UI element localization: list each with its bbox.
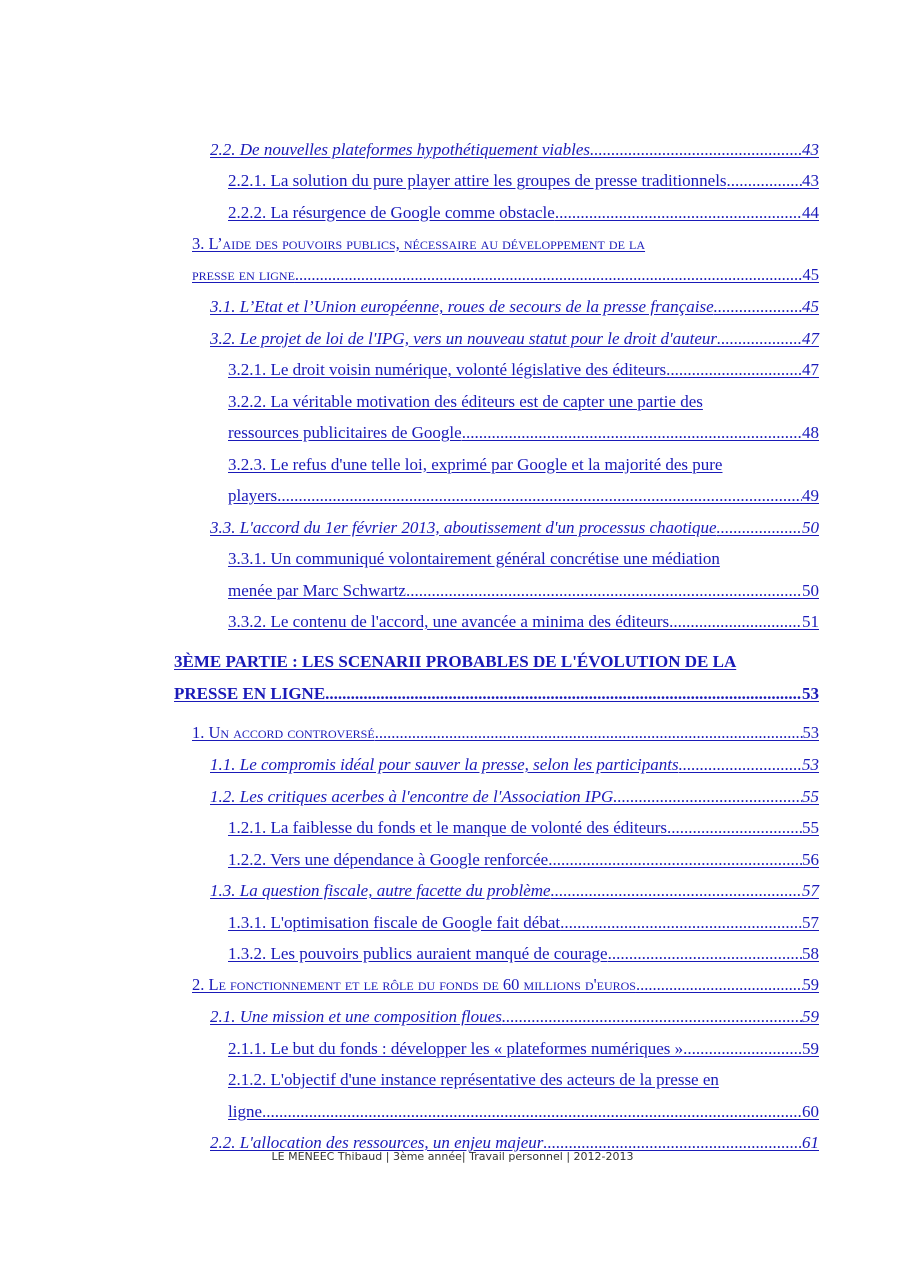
toc-page-number[interactable]: 50 <box>802 580 819 600</box>
toc-page-number[interactable]: 49 <box>802 486 819 505</box>
toc-entry-line[interactable] <box>0 315 905 347</box>
toc-entry-line[interactable] <box>0 536 905 568</box>
toc-entry-line[interactable] <box>0 284 905 316</box>
dot-leader <box>636 977 803 994</box>
toc-entry-title[interactable]: 2. Le fonctionnement et le rôle du fonds de 60 millions d'euros <box>192 975 636 994</box>
toc-entry[interactable] <box>0 742 905 774</box>
toc-entry-title[interactable]: ressources publicitaires de Google <box>228 423 462 442</box>
toc-entry-title[interactable]: 2.2. L'allocation des ressources, un enjeu majeur <box>210 1133 544 1152</box>
toc-entry[interactable] <box>0 347 905 379</box>
dot-leader <box>543 1134 802 1151</box>
toc-entry-line[interactable] <box>0 567 905 599</box>
toc-entry[interactable] <box>0 1057 905 1120</box>
toc-page-number[interactable]: 55 <box>802 818 819 837</box>
toc-entry-line[interactable] <box>0 473 905 505</box>
toc-entry-title[interactable]: presse en ligne <box>192 265 295 284</box>
dot-leader <box>727 172 802 189</box>
toc-page-number[interactable]: 45 <box>802 265 819 284</box>
toc-entry-title[interactable]: players <box>228 486 278 505</box>
toc-entry[interactable] <box>0 899 905 931</box>
toc-entry-title[interactable]: 1.3. La question fiscale, autre facette du problème <box>210 881 551 900</box>
toc-entry-title[interactable]: 2.1.1. Le but du fonds : développer les « plateformes numériques » <box>228 1038 684 1058</box>
toc-page-number[interactable]: 47 <box>802 360 819 379</box>
toc-entry-line[interactable] <box>0 504 905 536</box>
toc-page-number[interactable]: 59 <box>802 1007 819 1026</box>
toc-entry-line[interactable] <box>0 1088 905 1120</box>
toc-entry-line[interactable] <box>0 638 905 670</box>
dot-leader <box>669 613 802 630</box>
toc-entry[interactable] <box>0 836 905 868</box>
dot-leader <box>667 819 802 836</box>
toc-entry-line[interactable] <box>0 805 905 837</box>
toc-entry-title[interactable]: 1. Un accord controversé <box>192 723 375 742</box>
toc-page-number[interactable]: 45 <box>802 297 819 316</box>
toc-entry-line[interactable] <box>0 158 905 190</box>
toc-entry[interactable] <box>0 221 905 284</box>
toc-entry-line[interactable] <box>0 773 905 805</box>
dot-leader <box>560 914 802 931</box>
dot-leader <box>555 204 802 221</box>
toc-entry-title[interactable]: 3.3. L'accord du 1er février 2013, aboutissement d'un processus chaotique <box>210 517 717 537</box>
toc-entry-title[interactable]: 2.2.2. La résurgence de Google comme obstacle <box>228 202 555 222</box>
dot-leader <box>714 298 802 315</box>
toc-entry-line[interactable] <box>0 599 905 631</box>
toc-page-number[interactable]: 53 <box>802 684 819 703</box>
toc-entry-line[interactable] <box>0 441 905 473</box>
dot-leader <box>551 882 802 899</box>
toc-page-number[interactable]: 53 <box>802 723 819 742</box>
toc-page-number[interactable]: 48 <box>802 423 819 442</box>
dot-leader <box>502 1008 802 1025</box>
toc-entry-title[interactable]: 3.2.3. Le refus d'une telle loi, exprimé par Google et la majorité des pure <box>228 454 723 474</box>
dot-leader <box>679 756 802 773</box>
toc-page-number[interactable]: 59 <box>802 975 819 994</box>
toc-page-number[interactable]: 60 <box>802 1101 819 1121</box>
toc-page-number[interactable]: 44 <box>802 202 819 222</box>
toc-entry-line[interactable] <box>0 1057 905 1089</box>
toc-entry-line[interactable] <box>0 670 905 702</box>
toc-entry-title[interactable]: 3.2.2. La véritable motivation des éditeurs est de capter une partie des <box>228 391 703 411</box>
page-footer: LE MENEEC Thibaud | 3ème année| Travail personnel | 2012-2013 <box>271 1150 634 1163</box>
toc-entry-line[interactable] <box>0 252 905 284</box>
toc-page-number[interactable]: 55 <box>802 786 819 806</box>
toc-entry-line[interactable] <box>0 742 905 774</box>
toc-page-number[interactable]: 57 <box>802 881 819 900</box>
toc-entry[interactable] <box>0 441 905 504</box>
toc-entry-title[interactable]: 1.2.1. La faiblesse du fonds et le manque de volonté des éditeurs <box>228 818 668 837</box>
toc-entry-title[interactable]: 2.1.2. L'objectif d'une instance représentative des acteurs de la presse en <box>228 1070 719 1089</box>
toc-entry-title[interactable]: 2.2.1. La solution du pure player attire les groupes de presse traditionnels <box>228 171 727 190</box>
toc-entry[interactable] <box>0 284 905 316</box>
toc-entry[interactable] <box>0 126 905 158</box>
toc-entry-line[interactable] <box>0 1025 905 1057</box>
toc-entry-title[interactable]: menée par Marc Schwartz <box>228 580 406 600</box>
toc-entry-line[interactable] <box>0 868 905 900</box>
toc-entry-line[interactable] <box>0 410 905 442</box>
toc-entry-line[interactable] <box>0 378 905 410</box>
dot-leader <box>375 725 803 742</box>
dot-leader <box>277 487 802 504</box>
toc-entry-title[interactable]: 3.2. Le projet de loi de l'IPG, vers un nouveau statut pour le droit d'auteur <box>210 328 717 348</box>
dot-leader <box>262 1103 802 1120</box>
toc-entry-title[interactable]: PRESSE EN LIGNE <box>174 684 326 703</box>
dot-leader <box>613 788 802 805</box>
dot-leader <box>717 330 802 347</box>
toc-entry-line[interactable] <box>0 899 905 931</box>
dot-leader <box>295 267 803 284</box>
toc-entry[interactable] <box>0 1025 905 1057</box>
toc-entry-line[interactable] <box>0 1120 905 1152</box>
toc-page-number[interactable]: 47 <box>802 328 819 348</box>
toc-entry-line[interactable] <box>0 189 905 221</box>
toc-entry-title[interactable]: 1.1. Le compromis idéal pour sauver la presse, selon les participants <box>210 755 679 774</box>
toc-entry-line[interactable] <box>0 994 905 1026</box>
toc-page-number[interactable]: 53 <box>802 755 819 774</box>
toc-entry[interactable] <box>0 994 905 1026</box>
toc-page-number[interactable]: 50 <box>802 517 819 537</box>
toc-entry-line[interactable] <box>0 962 905 994</box>
toc-entry[interactable] <box>0 599 905 631</box>
toc-entry[interactable] <box>0 378 905 441</box>
toc-entry[interactable] <box>0 536 905 599</box>
toc-entry[interactable] <box>0 868 905 900</box>
toc-entry[interactable] <box>0 504 905 536</box>
toc-entry-title[interactable]: 3.3.1. Un communiqué volontairement général concrétise une médiation <box>228 549 720 568</box>
toc-page-number[interactable]: 57 <box>802 912 819 932</box>
dot-leader <box>406 582 802 599</box>
toc-entry[interactable] <box>0 773 905 805</box>
toc-entry-title[interactable]: 1.3.1. L'optimisation fiscale de Google fait débat <box>228 912 561 932</box>
toc-entry[interactable] <box>0 805 905 837</box>
dot-leader <box>548 851 802 868</box>
toc-entry-title[interactable]: 3.2.1. Le droit voisin numérique, volonté législative des éditeurs <box>228 360 667 379</box>
toc-entry-title[interactable]: 3.1. L’Etat et l’Union européenne, roues de secours de la presse française <box>210 297 714 316</box>
toc-entry-title[interactable]: 3.3.2. Le contenu de l'accord, une avancée a minima des éditeurs <box>228 612 670 631</box>
toc-page-number[interactable]: 61 <box>802 1133 819 1152</box>
toc-entry-line[interactable] <box>0 836 905 868</box>
toc-entry-title[interactable]: 1.2.2. Vers une dépendance à Google renforcée <box>228 849 549 869</box>
toc-entry-line[interactable] <box>0 221 905 253</box>
toc-entry[interactable] <box>0 962 905 994</box>
toc-entry[interactable] <box>0 315 905 347</box>
dot-leader <box>590 141 802 158</box>
toc-entry-title[interactable]: ligne <box>228 1101 262 1121</box>
dot-leader <box>717 519 802 536</box>
toc-entry[interactable] <box>0 1120 905 1152</box>
toc-entry-line[interactable] <box>0 710 905 742</box>
toc-entry-line[interactable] <box>0 126 905 158</box>
dot-leader <box>608 945 802 962</box>
toc-entry-line[interactable] <box>0 931 905 963</box>
toc-entry-title[interactable]: 2.2. De nouvelles plateformes hypothétiquement viables <box>210 139 591 159</box>
toc-page-number[interactable]: 43 <box>802 171 819 190</box>
toc-entry-title[interactable]: 2.1. Une mission et une composition floues <box>210 1007 502 1026</box>
table-of-contents <box>0 126 905 1151</box>
dot-leader <box>462 424 802 441</box>
toc-entry-title[interactable]: 3ÈME PARTIE : LES SCENARII PROBABLES DE L'ÉVOLUTION DE LA <box>174 652 737 671</box>
toc-page-number[interactable]: 43 <box>802 139 819 159</box>
dot-leader <box>325 685 802 702</box>
toc-entry[interactable] <box>0 189 905 221</box>
dot-leader <box>666 361 802 378</box>
toc-page-number[interactable]: 58 <box>802 944 819 963</box>
toc-entry[interactable] <box>0 638 905 702</box>
toc-entry-title[interactable]: 3. L’aide des pouvoirs publics, nécessaire au développement de la <box>192 233 646 253</box>
toc-entry[interactable] <box>0 710 905 742</box>
toc-entry[interactable] <box>0 158 905 190</box>
toc-entry-line[interactable] <box>0 347 905 379</box>
toc-entry-title[interactable]: 1.2. Les critiques acerbes à l'encontre de l'Association IPG <box>210 786 614 806</box>
dot-leader <box>683 1040 802 1057</box>
toc-page-number[interactable]: 56 <box>802 849 819 869</box>
toc-entry[interactable] <box>0 931 905 963</box>
toc-entry-title[interactable]: 1.3.2. Les pouvoirs publics auraient manqué de courage <box>228 944 608 963</box>
toc-page-number[interactable]: 59 <box>802 1038 819 1058</box>
toc-page-number[interactable]: 51 <box>802 612 819 631</box>
